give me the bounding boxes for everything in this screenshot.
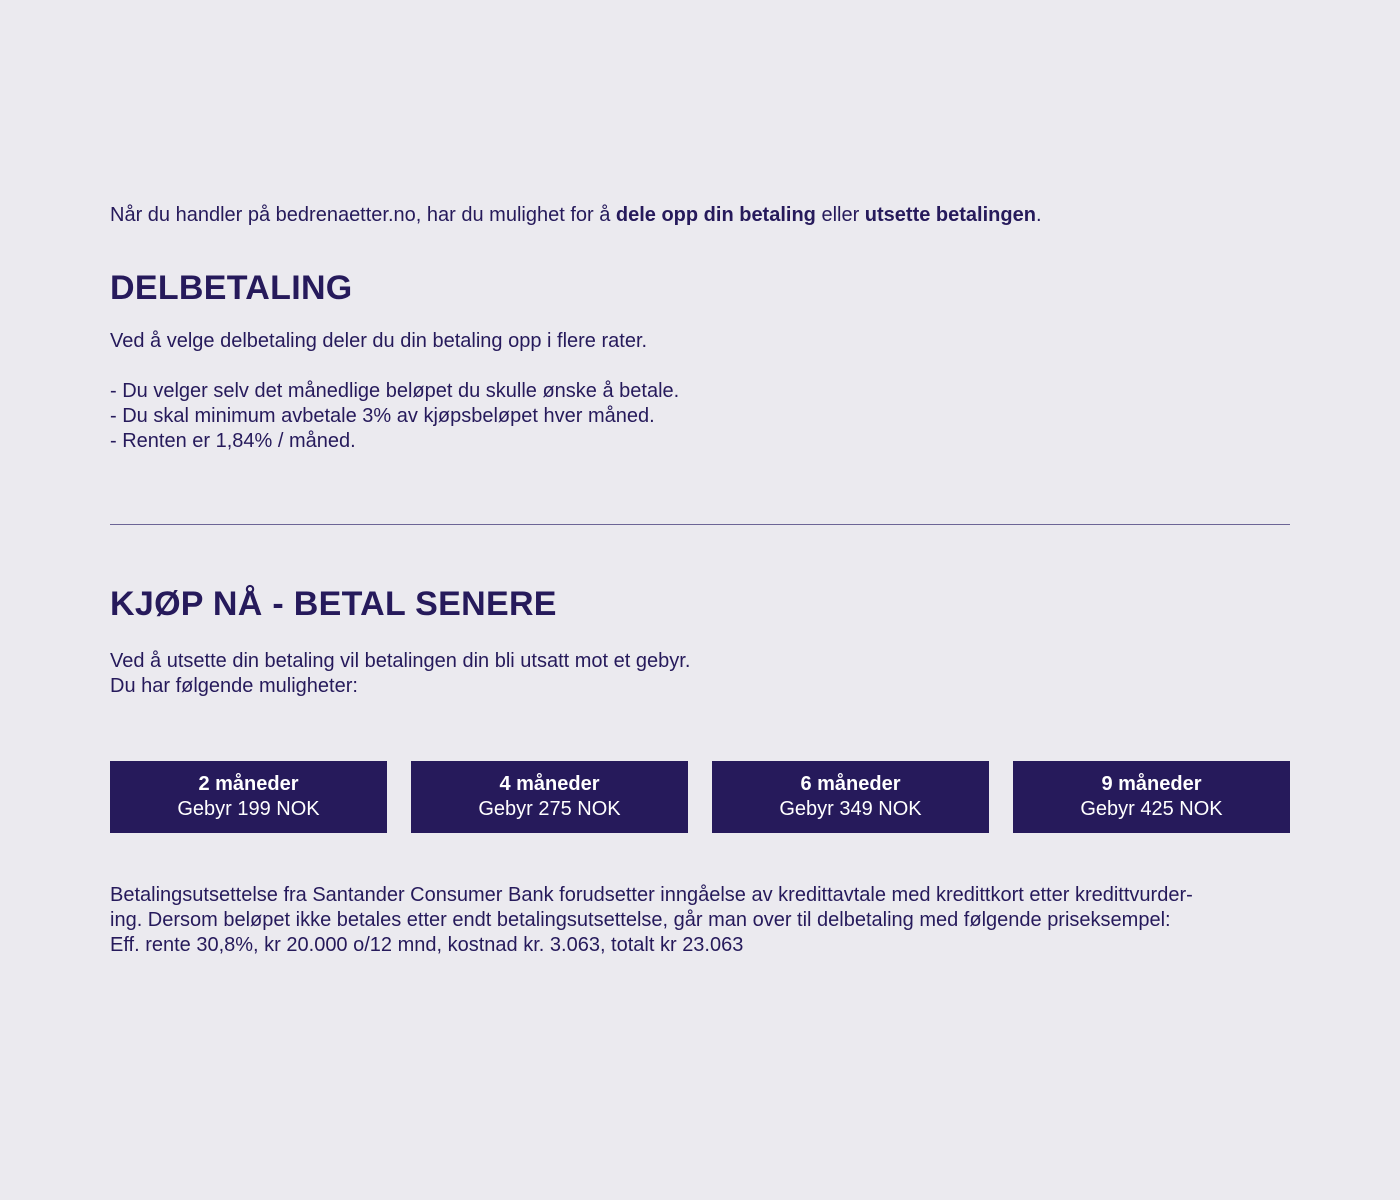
disclaimer-line-2: ing. Dersom beløpet ikke betales etter endt betalingsutsettelse, går man over til delbetaling med følgende priseksempel: xyxy=(110,909,1171,931)
option-fee-label: Gebyr 349 NOK xyxy=(779,798,922,820)
delbetaling-description: Ved å velge delbetaling deler du din betaling opp i flere rater. xyxy=(110,330,648,352)
intro-text xyxy=(110,202,1042,228)
intro-bold-split-payment: dele opp din betaling xyxy=(615,204,816,226)
intro-suffix: . xyxy=(1035,204,1042,226)
disclaimer-line-3: Eff. rente 30,8%, kr 20.000 o/12 mnd, kostnad kr. 3.063, totalt kr 23.063 xyxy=(110,934,744,956)
kjop-na-description xyxy=(110,649,690,699)
kjop-na-description-line-2: Du har følgende muligheter: xyxy=(110,675,358,697)
intro-prefix: Når du handler på bedrenaetter.no, har du mulighet for å xyxy=(110,204,616,226)
option-fee-label: Gebyr 425 NOK xyxy=(1080,798,1223,820)
kjop-na-heading: KJØP NÅ - BETAL SENERE xyxy=(110,585,557,623)
option-4-months-button[interactable] xyxy=(411,761,688,833)
section-divider xyxy=(110,524,1290,525)
option-2-months-button[interactable] xyxy=(110,761,387,833)
delbetaling-heading: DELBETALING xyxy=(110,269,353,307)
delbetaling-bullet: - Renten er 1,84% / måned. xyxy=(110,430,356,452)
disclaimer-line-1: Betalingsutsettelse fra Santander Consumer Bank forudsetter inngåelse av kredittavtale med kredittkort etter kredittvurder- xyxy=(110,884,1193,906)
option-6-months-button[interactable] xyxy=(712,761,989,833)
credit-disclaimer xyxy=(110,883,1290,958)
option-months-label: 4 måneder xyxy=(499,773,600,795)
delbetaling-bullet: - Du velger selv det månedlige beløpet du skulle ønske å betale. xyxy=(110,380,680,402)
delbetaling-bullet-list xyxy=(110,379,679,454)
deferral-options xyxy=(110,761,1290,833)
option-months-label: 9 måneder xyxy=(1101,773,1202,795)
kjop-na-description-line-1: Ved å utsette din betaling vil betalingen din bli utsatt mot et gebyr. xyxy=(110,650,691,672)
option-9-months-button[interactable] xyxy=(1013,761,1290,833)
intro-bold-defer-payment: utsette betalingen xyxy=(864,204,1036,226)
option-months-label: 2 måneder xyxy=(198,773,299,795)
option-months-label: 6 måneder xyxy=(800,773,901,795)
intro-middle: eller xyxy=(815,204,865,226)
option-fee-label: Gebyr 275 NOK xyxy=(478,798,621,820)
delbetaling-bullet: - Du skal minimum avbetale 3% av kjøpsbeløpet hver måned. xyxy=(110,405,655,427)
option-fee-label: Gebyr 199 NOK xyxy=(177,798,320,820)
